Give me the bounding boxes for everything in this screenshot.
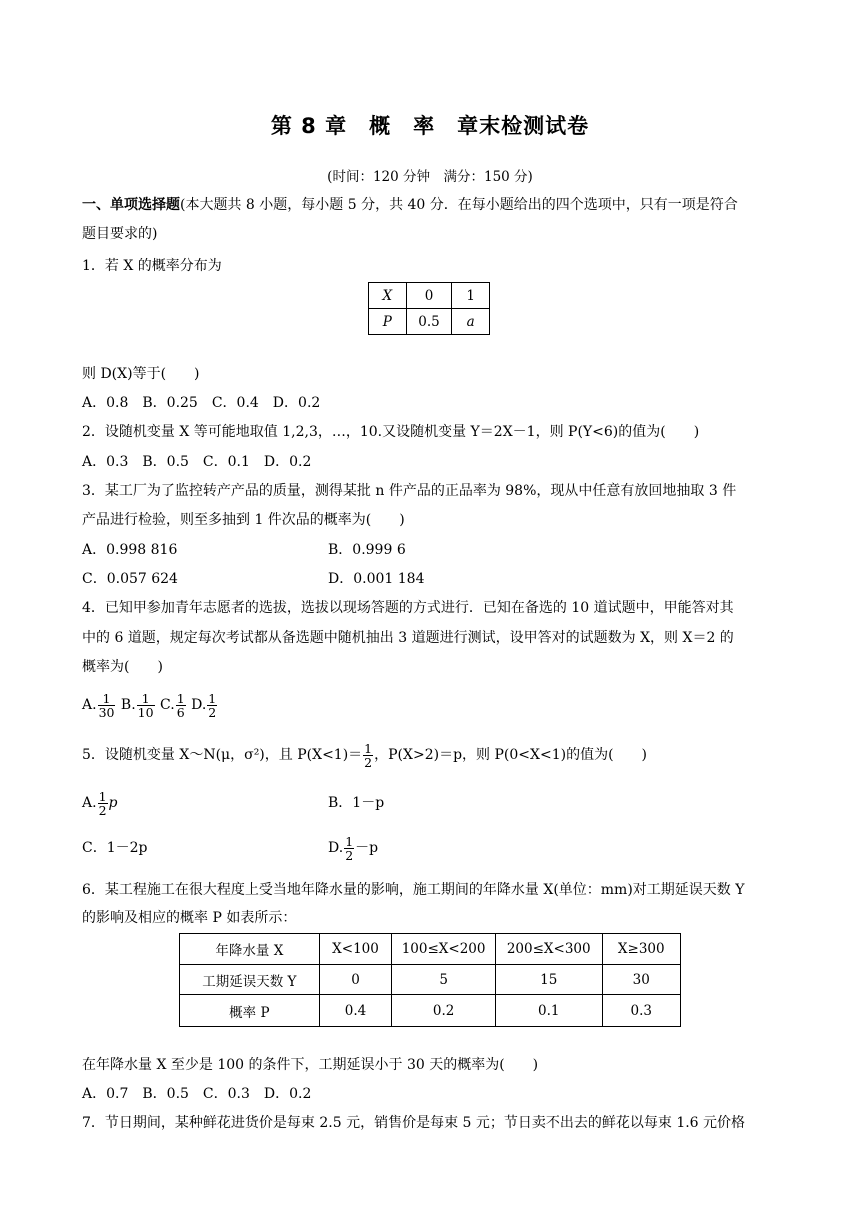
q4-option-a-fraction [98,692,116,719]
q5-option-c: C．1－2p [82,840,148,856]
q6-cell: 0.2 [392,995,496,1027]
q5-option-d [328,833,378,863]
q5-stem-part: 5．设随机变量 X～N(μ，σ²)，且 P(X<1)＝ [82,747,363,763]
q6-cell: 年降水量 X [180,934,320,965]
q4-option-label: D. [191,697,207,713]
q1-ask: 则 D(X)等于( ) [82,366,200,382]
q6-cell: 0.3 [602,995,680,1027]
exam-subtitle: (时间：120 分钟 满分：150 分) [327,169,533,185]
q6-cell: 0.1 [495,995,602,1027]
fraction-denominator: 6 [176,704,185,720]
fraction-numerator: 1 [137,692,155,706]
section1-heading: 一、单项选择题 [82,197,180,213]
fraction-denominator: 30 [98,704,115,720]
fraction-denominator: 2 [364,754,373,770]
q4-option-d-fraction [207,692,217,719]
q6-cell: 30 [602,965,680,995]
fraction-numerator: 1 [98,788,107,804]
q4-option-b-fraction [137,692,155,719]
q3-option-d: D．0.001 184 [328,571,425,587]
fraction-numerator: 1 [208,690,217,706]
q4-option-c-fraction [176,692,186,719]
q6-cell: 5 [392,965,496,995]
q3-stem-line2: 产品进行检验，则至多抽到 1 件次品的概率为( ) [82,512,405,528]
q5-stem [82,740,647,770]
q6-rainfall-table [179,933,681,1027]
q1-options: A．0.8 B．0.25 C．0.4 D．0.2 [82,395,321,411]
q4-stem-line2: 中的 6 道题，规定每次考试都从备选题中随机抽出 3 道题进行测试，设甲答对的试题数为 X，则 X＝2 的 [82,630,734,646]
q6-options: A．0.7 B．0.5 C．0.3 D．0.2 [82,1086,312,1102]
q1-cell: 0.5 [406,309,452,335]
q6-cell: 15 [495,965,602,995]
q4-option-label: A. [82,697,97,713]
fraction-numerator: 1 [345,833,354,849]
fraction-denominator: 2 [208,704,217,720]
q6-cell: X≥300 [602,934,680,965]
q6-cell: 200≤X<300 [495,934,602,965]
option-label: A. [82,795,97,811]
q2-stem: 2．设随机变量 X 等可能地取值 1,2,3，…，10.又设随机变量 Y＝2X－1，则 P(Y<6)的值为( ) [82,424,700,440]
option-tail: p [108,795,118,811]
fraction-numerator: 1 [364,740,373,756]
q6-ask: 在年降水量 X 至少是 100 的条件下，工期延误小于 30 天的概率为( ) [82,1057,539,1073]
q5-option-a-fraction [98,790,108,817]
page-title: 第 8 章 概 率 章末检测试卷 [270,114,590,138]
q6-stem-line2: 的影响及相应的概率 P 如表所示： [82,910,297,926]
q3-option-c: C．0.057 624 [82,571,178,587]
q1-cell: 1 [452,283,490,309]
q3-option-a: A．0.998 816 [82,542,178,558]
q6-cell: 100≤X<200 [392,934,496,965]
q4-stem-line1: 4．已知甲参加青年志愿者的选拔，选拔以现场答题的方式进行．已知在备选的 10 道试题中，甲能答对其 [82,600,734,616]
q6-cell: 工期延误天数 Y [180,965,320,995]
q3-stem-line1: 3．某工厂为了监控转产产品的质量，测得某批 n 件产品的正品率为 98%，现从中任意有放回地抽取 3 件 [82,483,737,499]
q5-stem-fraction [363,742,373,769]
fraction-denominator: 2 [345,847,354,863]
q4-option-label: C. [160,697,175,713]
q6-cell: X<100 [319,934,392,965]
option-tail: －p [355,840,379,856]
fraction-numerator: 1 [98,692,116,706]
fraction-numerator: 1 [176,690,185,706]
q6-stem-line1: 6．某工程施工在很大程度上受当地年降水量的影响，施工期间的年降水量 X(单位：mm)对工期延误天数 Y [82,882,745,898]
q1-cell: a [452,309,490,335]
q1-cell: P [369,309,407,335]
q5-option-a [82,788,117,818]
fraction-denominator: 10 [137,704,154,720]
q4-stem-line3: 概率为( ) [82,659,163,675]
fraction-denominator: 2 [98,802,107,818]
q5-option-b: B．1－p [328,795,385,811]
q1-cell: 0 [406,283,452,309]
q3-option-b: B．0.999 6 [328,542,406,558]
option-label: D. [328,840,344,856]
q4-option-label: B. [120,697,136,713]
q5-option-d-fraction [344,835,354,862]
q5-stem-part: ，P(X>2)＝p，则 P(0<X<1)的值为( ) [374,747,647,763]
q2-options: A．0.3 B．0.5 C．0.1 D．0.2 [82,454,312,470]
section1-desc: (本大题共 8 小题，每小题 5 分，共 40 分．在每小题给出的四个选项中，只有一项是符合 [180,197,738,213]
section1-desc-line2: 题目要求的) [82,226,158,242]
section1-line1 [82,195,738,215]
q1-distribution-table [368,282,490,335]
q4-options [82,690,218,720]
q6-cell: 0.4 [319,995,392,1027]
q1-cell: X [369,283,407,309]
q6-cell: 概率 P [180,995,320,1027]
q6-cell: 0 [319,965,392,995]
q1-stem: 1．若 X 的概率分布为 [82,258,222,274]
q7-stem-line1: 7．节日期间，某种鲜花进货价是每束 2.5 元，销售价是每束 5 元；节日卖不出去的鲜花以每束 1.6 元价格 [82,1115,746,1131]
